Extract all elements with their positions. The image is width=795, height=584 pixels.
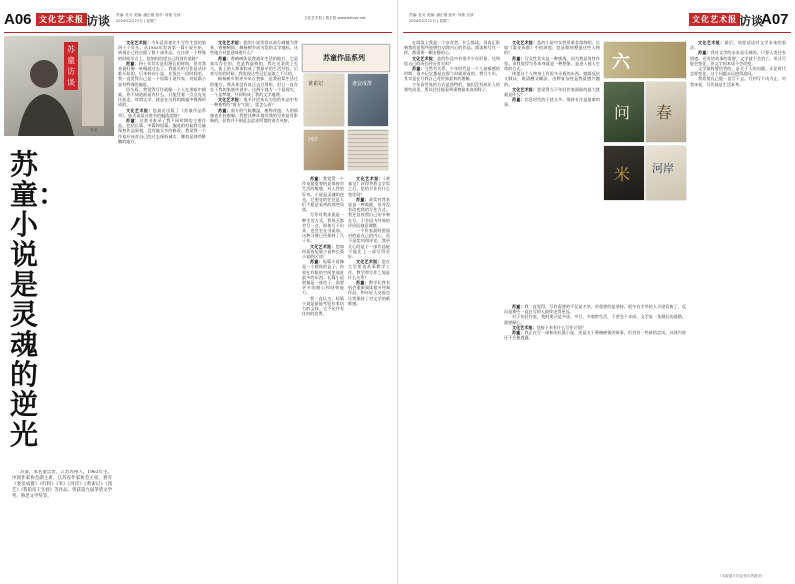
paragraph — [210, 108, 298, 124]
speaker-label: 文化艺术报： — [126, 40, 152, 45]
paragraph — [302, 259, 344, 295]
paragraph — [404, 56, 500, 66]
paragraph — [118, 87, 206, 108]
paragraph-text: 南方的气候潮湿，植物茂盛，人的情感也比较细腻。我想这种环境对我的写作是有影响的，但我并不刻意去追求所谓的南方风格。 — [210, 107, 298, 124]
right-page-number: A07 — [761, 11, 789, 28]
article-title: 苏童：小说是灵魂的逆光 — [10, 148, 67, 451]
right-page-header — [403, 0, 791, 33]
author-bio: 苏童，本名童忠贵，江苏苏州人，1963年生。中国作家协会副主席，江苏省作家协会主席。著有《妻妾成群》《红粉》《米》《河岸》《黄雀记》《园艺》《我的帝王生涯》等作品。曾获第九届茅盾文学奖、鲁迅文学奖等。 — [12, 470, 112, 499]
paragraph — [690, 50, 786, 66]
paragraph — [118, 61, 206, 87]
speaker-label: 苏童： — [310, 259, 323, 265]
book-title-text: 妻妾成群 — [352, 81, 373, 87]
paragraph-text: 很多评论家认为您的作品中有一种独特的“南方气质”，您怎么看？ — [210, 97, 298, 108]
paragraph-text: 我对文学的未来是乐观的。只要人类还有情感，还有讲故事的需要，文学就不会消亡。形式可能会变化，但文学的本质不会改变。 — [690, 50, 786, 66]
paragraph — [504, 71, 600, 87]
right-section-label: 访谈 — [739, 14, 764, 28]
speaker-label: 文化艺术报： — [218, 97, 244, 103]
left-section-label: 访谈 — [86, 14, 111, 28]
book-cover-stack — [348, 130, 388, 170]
paragraph-text: 您的小说中女性形象非常鲜明，比如《妻妾成群》中的颂莲，您是如何塑造这些人物的？ — [504, 40, 600, 56]
paragraph-text: 最后，请您谈谈对文学未来的看法。 — [690, 40, 786, 51]
right-paper-name: 文化艺术报 — [689, 13, 740, 26]
paragraph-text: 您如何看待短篇小说和长篇小说的区别？ — [302, 243, 344, 260]
paragraph — [504, 304, 686, 314]
paragraph — [690, 76, 786, 86]
left-page-header — [4, 0, 392, 33]
paragraph-text: 写作对我来说是一种生活方式，我每天都会写一点，即使写不出来，也会坐在书桌前。这种习惯已经保持了几十年。 — [302, 212, 344, 244]
speaker-label: 苏童： — [310, 176, 323, 181]
book-cover-liu — [604, 42, 686, 78]
book-title-text: 河岸 — [308, 137, 319, 143]
paragraph — [118, 108, 206, 118]
photo-caption: 苏童 — [90, 128, 98, 132]
speaker-label: 文化艺术报： — [356, 259, 382, 265]
right-column-1 — [404, 40, 500, 576]
paragraph-text: 我正在写一部新的长篇小说，还是关于香椿树街的故事，但会有一些新的尝试。具体内容还不方便透露。 — [504, 330, 686, 341]
paragraph-text: 在阅读上我是一个杂食者，什么都读，但真正影响我的是那些能够打动我内心的作品。阅读和写作一样，都需要一颗安静的心。 — [404, 40, 500, 56]
left-page-number: A06 — [4, 11, 32, 28]
paragraph-text: 一个作家最终要面对的是自己的内心，而不是奖项和评论。我更关心的是下一部作品能不能比上一部写得更好。 — [348, 228, 390, 260]
speaker-label: 文化艺术报： — [512, 40, 538, 45]
interview-stamp: 苏童访谈 — [64, 42, 78, 90]
paragraph-text: 四十年其实是很漫长的时间，但对我来说好像一转眼就过去了。我最早的写作是从诗歌开始的，后来转向小说。在很长一段时间里，我一直觉得自己是一个短篇小说作家，对短篇小说有特别的偏爱。 — [118, 60, 206, 87]
paragraph — [504, 40, 600, 56]
paragraph — [504, 314, 686, 324]
center-header-text: 文化艺术报 | 数字报 www.whysb.net — [304, 16, 366, 20]
speaker-label: 苏童： — [698, 50, 711, 56]
book-cover-hean — [646, 146, 686, 200]
speaker-label: 文化艺术报： — [218, 40, 244, 45]
right-meta-line2: 2024年2月21日 | 星期三 — [409, 19, 451, 23]
paragraph-text: 当然有关系。少年时代是一个人最敏感的时期，很多记忆都是在那个时候形成的。我写少年，其实是在写我自己对世界最初的理解。 — [404, 66, 500, 82]
book-title-text: 米 — [614, 165, 631, 184]
portrait-figure-icon — [4, 36, 114, 136]
paragraph-text: 您接下来有什么写作计划？ — [536, 324, 586, 330]
paragraph-text: 您在大学里也从事教学工作，教学和写作之间是什么关系？ — [348, 259, 390, 280]
book-title-text: 春 — [656, 103, 673, 122]
paragraph-text: 写女性其实是一种挑战，因为我是男性作家。但我觉得写作本身就是一种想象，是进入他人生命的方式。 — [504, 55, 600, 72]
paragraph-text: 您最近出版了《苏童作品系列》，能否谈谈这套书的编选思路？ — [118, 107, 206, 118]
speaker-label: 文化艺术报： — [412, 55, 438, 61]
book-cover-series — [302, 44, 390, 72]
speaker-label: 苏童： — [356, 280, 369, 286]
speaker-label: 文化艺术报： — [512, 86, 538, 92]
paragraph-text: 我一直觉得，写作需要的不仅是才华，更重要的是坚持。很多有才华的人半途而废了，反而是那些一直在写的人最终走得更远。 — [504, 304, 686, 315]
paragraph — [504, 87, 600, 97]
speaker-label: 文化艺术报： — [512, 324, 537, 330]
paragraph-text: 文学最终要回答的，是关于人的问题。无论时代怎样变化，这个问题永远值得追问。 — [690, 66, 786, 77]
left-meta-line1: 责编: 杜可 美编: 潘正刚 校对: 何敏 全部 — [116, 13, 181, 17]
paragraph — [210, 56, 298, 77]
paragraph-text: 枫杨树乡则更多来自想象，是我祖辈生活过的地方，我从来没有真正去过那里，但它一直存在于我的家族传说中。这两个地方一个是现实，一个是梦境，共同构成了我的文学地理。 — [210, 76, 298, 98]
right-meta-line1: 责编: 杜可 美编: 潘正刚 校对: 何敏 全部 — [409, 13, 474, 17]
paragraph-text: 您的小说常常以南方城镇为背景，香椿树街、枫杨树乡成为您的文学地标，这些地方对您意味着什么？ — [210, 40, 298, 56]
left-column-4 — [348, 176, 390, 576]
book-cover-chun — [646, 82, 686, 142]
paragraph-text: 您觉得当下年轻作家面临的最大挑战是什么？ — [504, 86, 600, 98]
paragraph — [348, 197, 390, 228]
paragraph — [690, 66, 786, 76]
paragraph-text: 这套书收录了我不同时期的主要作品，包括长篇、中篇和短篇。编选的时候我尽量保持作品原貌，没有做太多的修改。我觉得一个作家应该对自己的过去保持诚实，哪怕是那些稚嫩的地方。 — [118, 118, 206, 144]
speaker-label: 苏童： — [218, 55, 231, 61]
speaker-label: 苏童： — [412, 66, 425, 72]
paragraph — [504, 97, 600, 107]
paragraph-text: 我一直认为，短篇小说是最能考验作家功力的文体，它不允许有任何的浪费。 — [302, 295, 344, 317]
paragraph-text: 短篇小说像是一个精致的盒子，你要在有限的空间里放进最多的东西；长篇小说则像是一座房子，需要更多的耐心和结构能力。 — [302, 259, 344, 296]
book-title-text: 苏童作品系列 — [323, 53, 365, 62]
speaker-label: 文化艺术报： — [126, 107, 153, 113]
paragraph-text: 颂莲这个人物身上有很多矛盾的东西，她既反抗又顺从，既清醒又糊涂，这种复杂性是我最感兴趣的。 — [504, 71, 600, 87]
author-photo — [4, 36, 114, 136]
book-title-text: 问 — [614, 103, 631, 122]
paragraph — [404, 40, 500, 56]
speaker-label: 苏童： — [218, 107, 231, 113]
paragraph — [348, 280, 390, 306]
paragraph-text: 您的作品中有很多少年形象，这和您自己的成长经历有关吗？ — [404, 55, 500, 66]
book-title-text: 河岸 — [652, 162, 674, 175]
paragraph-text: 对于年轻作家，我的建议是多读、多写、多观察生活，不要急于求成。文学是一条漫长的道路，需要耐心。 — [504, 314, 686, 325]
book-cover-qiqie — [348, 74, 388, 126]
paragraph — [302, 176, 344, 212]
book-cover-wen — [604, 82, 644, 142]
paragraph-text: 信息时代的干扰太多，保持专注是最难的事。 — [504, 97, 600, 108]
paragraph-text: 我觉得一个作家最重要的是保持对生活的敏感，对人性的好奇。小说是灵魂的逆光，它照亮的往往是人们不愿意看到的那些角落。 — [302, 176, 344, 213]
speaker-label: 文化艺术报： — [310, 243, 336, 249]
speaker-label: 苏童： — [126, 118, 140, 124]
paragraph — [118, 40, 206, 61]
paragraph-text: 我希望自己能一直写下去，写到写不动为止。对我来说，写作就是生活本身。 — [690, 76, 786, 87]
paragraph — [348, 176, 390, 197]
paragraph — [210, 40, 298, 56]
paragraph-text: 获奖对我来说是一种鼓励，但并没有改变我的写作方式。我还是按照自己的节奏在写，不会因为外界的评价而刻意调整。 — [348, 196, 390, 228]
paragraph — [504, 56, 600, 72]
paragraph — [118, 118, 206, 144]
book-title-text: 黄雀记 — [308, 81, 324, 87]
paragraph — [302, 296, 344, 317]
speaker-label: 苏童： — [356, 196, 369, 202]
speaker-label: 苏童： — [126, 60, 139, 66]
paragraph — [348, 259, 390, 280]
paragraph — [210, 97, 298, 107]
paragraph-text: 香椿树街是我童年生活的地方，它是真实存在的，也是我虚构的。我在这条街上长大，街上的人和事构成了我最早的生活经验。后来写作的时候，我发现这些记忆是取之不尽的。 — [210, 55, 298, 77]
speaker-label: 苏童： — [512, 97, 525, 103]
right-column-2 — [504, 40, 600, 300]
paragraph-text: 教学让我有机会重新阅读很多经典作品，和年轻人交流也让我保持了对文学的新鲜感。 — [348, 280, 390, 306]
book-cover-mi — [604, 146, 644, 200]
book-title-text: 六 — [612, 52, 630, 73]
left-paper-name: 文化艺术报 — [36, 13, 87, 26]
left-column-1 — [118, 40, 206, 576]
paragraph — [302, 244, 344, 260]
paragraph-text: 少年看世界的方式是独特的，他们没有成年人的那些成见，所以往往能看到事物最本真的样子。 — [404, 81, 500, 92]
left-meta-line2: 2024年2月21日 | 星期三 — [116, 19, 158, 23]
right-column-4 — [690, 40, 786, 576]
speaker-label: 文化艺术报： — [356, 176, 384, 181]
speaker-label: 苏童： — [512, 304, 525, 309]
book-cover-huangque — [304, 74, 344, 126]
speaker-label: 苏童： — [512, 330, 525, 336]
speaker-label: 苏童： — [512, 55, 525, 61]
page-gutter — [397, 0, 398, 584]
left-column-2 — [210, 40, 298, 576]
paragraph-text: 今年是苏童先生写作生涯的第四十个年头，从1983年发表第一篇小说开始，到现在已经出版了数十部作品。在这样一个特殊的时间节点上，您如何回望自己的创作道路？ — [118, 40, 206, 61]
paragraph — [302, 212, 344, 243]
right-column-3 — [504, 304, 686, 576]
paragraph-text: 《黄雀记》获得茅盾文学奖之后，您的写作有什么变化吗？ — [348, 176, 390, 197]
paragraph — [404, 82, 500, 92]
author-bio-block — [12, 470, 112, 578]
book-cover-heian — [304, 130, 344, 170]
paragraph — [504, 330, 686, 340]
paragraph — [690, 40, 786, 50]
paragraph — [210, 76, 298, 97]
paragraph-text: 回头看，我觉得写作就像一个人在黑暗中摸索，你不知道前面有什么，只能凭着一点点光亮往前走。所谓文学，就是在这样的摸索中慢慢形成的。 — [118, 86, 206, 108]
paragraph — [348, 228, 390, 259]
left-column-3 — [302, 176, 344, 576]
photo-credit-footer: （本版图片均由受访者提供） — [718, 574, 765, 578]
paragraph — [404, 66, 500, 82]
speaker-label: 文化艺术报： — [698, 40, 725, 45]
